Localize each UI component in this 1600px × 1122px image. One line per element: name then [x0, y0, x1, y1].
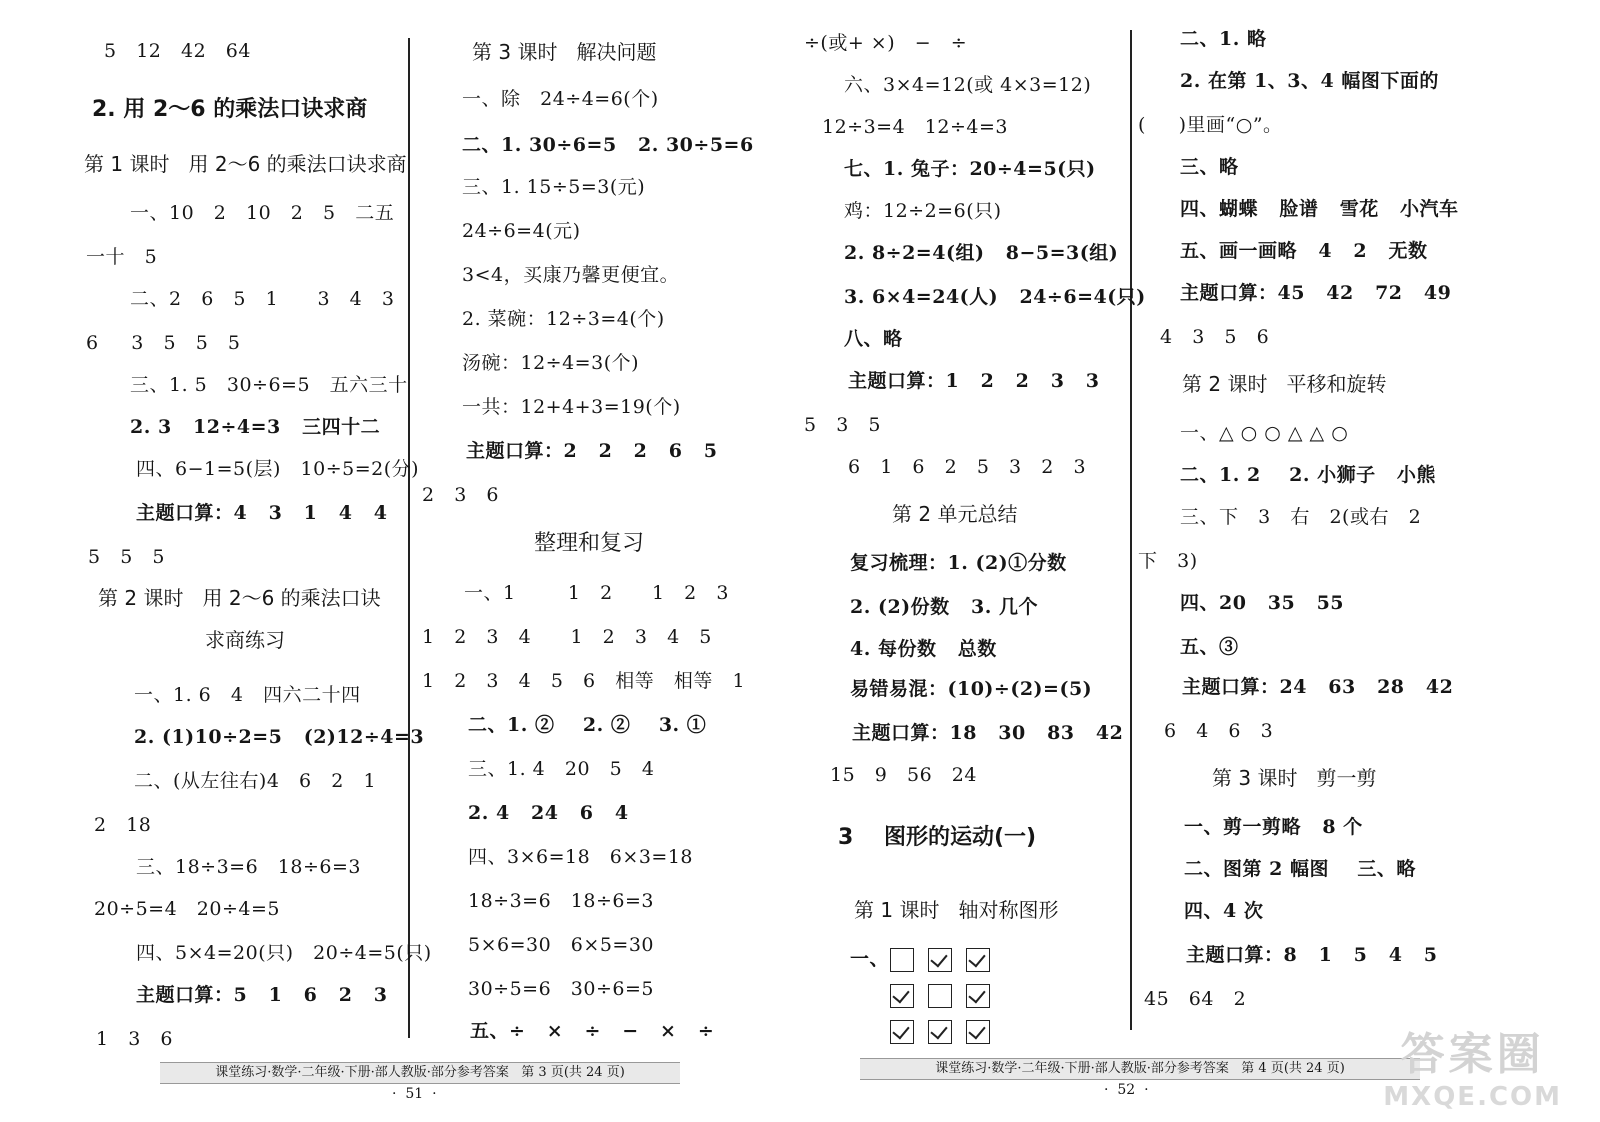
text-line: 三、1. 15÷5=3(元) [462, 176, 646, 198]
text-line: 鸡：12÷2=6(只) [844, 200, 1002, 222]
text-line: 一十 5 [86, 246, 158, 268]
text-line: 易错易混：(10)÷(2)=(5) [850, 678, 1093, 700]
lesson-title: 第 2 课时 用 2～6 的乘法口诀 [98, 586, 381, 610]
text-line: 5 3 5 [804, 414, 882, 436]
check-box-icon [966, 948, 990, 972]
lesson-title: 第 2 课时 平移和旋转 [1182, 372, 1387, 396]
check-box-icon [966, 1020, 990, 1044]
watermark-logo [1383, 1018, 1562, 1112]
text-line: ( )里画“○”。 [1138, 114, 1283, 136]
text-line: 4 3 5 6 [1160, 326, 1270, 348]
text-line: 2 3 6 [422, 484, 500, 506]
check-box-icon [966, 984, 990, 1008]
text-line: 一、1. 6 4 四六二十四 [134, 684, 361, 706]
empty-box-icon [928, 984, 952, 1008]
text-line: 2. 8÷2=4(组) 8−5=3(组) [844, 242, 1119, 264]
text-line: 12÷3=4 12÷4=3 [822, 116, 1009, 138]
text-line: 2. 4 24 6 4 [468, 802, 629, 824]
mental-math-line: 主题口算：8 1 5 4 5 [1186, 944, 1438, 966]
text-line: 1 2 3 4 1 2 3 4 5 [422, 626, 712, 648]
text-line: 二、1. 略 [1180, 28, 1267, 50]
text-line: 三、1. 5 30÷6=5 五六三十 [130, 374, 408, 396]
text-line: 3. 6×4=24(人) 24÷6=4(只) [844, 286, 1146, 308]
page-number-left: · 51 · [392, 1086, 437, 1102]
lesson-title: 第 3 课时 剪一剪 [1212, 766, 1377, 790]
text-line: 五、画一画略 4 2 无数 [1180, 240, 1428, 262]
text-line: 下 3) [1138, 550, 1198, 572]
text-line: 6 1 6 2 5 3 2 3 [848, 456, 1087, 478]
text-line: 20÷5=4 20÷4=5 [94, 898, 281, 920]
text-line: 五、③ [1180, 636, 1239, 658]
text-line: 一、除 24÷4=6(个) [462, 88, 659, 110]
mental-math-line: 主题口算：24 63 28 42 [1182, 676, 1454, 698]
text-line: 复习梳理：1. (2)①分数 [850, 552, 1067, 574]
mental-math-line: 主题口算：2 2 2 6 5 [466, 440, 718, 462]
text-line: 6 3 5 5 5 [86, 332, 241, 354]
text-line: 一、剪一剪略 8 个 [1184, 816, 1363, 838]
text-line: 八、略 [844, 328, 903, 350]
column-4 [1138, 0, 1568, 1122]
text-line: 一、1 1 2 1 2 3 [464, 582, 729, 604]
text-line: 6 4 6 3 [1164, 720, 1274, 742]
text-line: 3<4，买康乃馨更便宜。 [462, 264, 680, 286]
checkbox-row-3 [890, 1020, 990, 1044]
text-line: 五、÷ × ÷ − × ÷ [470, 1020, 715, 1042]
text-line: 一、10 2 10 2 5 二五 [130, 202, 395, 224]
lesson-title: 求商练习 [205, 628, 285, 652]
check-box-icon [928, 948, 952, 972]
text-line: 45 64 2 [1144, 988, 1247, 1010]
mental-math-line: 主题口算：1 2 2 3 3 [848, 370, 1100, 392]
text-line: 18÷3=6 18÷6=3 [468, 890, 655, 912]
text-line: 二、2 6 5 1 3 4 3 [130, 288, 395, 310]
chapter-title: 3 图形的运动(一) [838, 825, 1037, 850]
text-line: 1 3 6 [96, 1028, 174, 1050]
page-number-right: · 52 · [1104, 1082, 1149, 1098]
text-line: 四、3×6=18 6×3=18 [468, 846, 694, 868]
text-line: 2. 菜碗：12÷3=4(个) [462, 308, 665, 330]
text-line: 汤碗：12÷4=3(个) [462, 352, 640, 374]
text-line: 二、图第 2 幅图 三、略 [1184, 858, 1416, 880]
mental-math-line: 主题口算：5 1 6 2 3 [136, 984, 388, 1006]
text-line: 七、1. 兔子：20÷4=5(只) [844, 158, 1096, 180]
check-box-icon [928, 1020, 952, 1044]
text-line: 2. 在第 1、3、4 幅图下面的 [1180, 70, 1439, 92]
text-line: 一、△ ○ ○ △ △ ○ [1180, 422, 1349, 444]
lesson-title: 第 3 课时 解决问题 [472, 40, 657, 64]
text-line: 三、略 [1180, 156, 1239, 178]
text-line: 二、1. ② 2. ② 3. ① [468, 714, 707, 736]
text-line: 2. 3 12÷4=3 三四十二 [130, 416, 381, 438]
section-title: 第 2 单元总结 [892, 502, 1018, 526]
text-line: 二、(从左往右)4 6 2 1 [134, 770, 377, 792]
text-line: 三、18÷3=6 18÷6=3 [136, 856, 362, 878]
mental-math-line: 主题口算：45 42 72 49 [1180, 282, 1452, 304]
text-line: 1 2 3 4 5 6 相等 相等 1 [422, 670, 746, 692]
text-line: 四、4 次 [1184, 900, 1264, 922]
mental-math-line: 主题口算：18 30 83 42 [852, 722, 1124, 744]
column-2 [418, 0, 760, 1122]
text-line: 5 12 42 64 [104, 40, 251, 62]
section-title: 2. 用 2～6 的乘法口诀求商 [92, 97, 368, 122]
watermark-url: MXQE.COM [1383, 1082, 1562, 1112]
text-line: 5×6=30 6×5=30 [468, 934, 655, 956]
watermark-text: 答案圈 [1400, 1029, 1545, 1080]
text-line: 四、6−1=5(层) 10÷5=2(分) [136, 458, 420, 480]
text-line: 一共：12+4+3=19(个) [462, 396, 681, 418]
text-line: 三、1. 4 20 5 4 [468, 758, 655, 780]
text-line: 二、1. 2 2. 小狮子 小熊 [1180, 464, 1436, 486]
footer-bar-right: 课堂练习·数学·二年级·下册·部人教版·部分参考答案 第 4 页(共 24 页) [860, 1058, 1420, 1080]
footer-bar-left: 课堂练习·数学·二年级·下册·部人教版·部分参考答案 第 3 页(共 24 页) [160, 1062, 680, 1084]
check-box-icon [890, 1020, 914, 1044]
empty-box-icon [890, 948, 914, 972]
text-line: 三、下 3 右 2(或右 2 [1180, 506, 1422, 528]
text-line: 六、3×4=12(或 4×3=12) [844, 74, 1092, 96]
lesson-title: 第 1 课时 轴对称图形 [854, 898, 1059, 922]
text-line: 四、20 35 55 [1180, 592, 1345, 614]
text-line: 2. (1)10÷2=5 (2)12÷4=3 [134, 726, 425, 748]
check-box-icon [890, 984, 914, 1008]
text-line: 2. (2)份数 3. 几个 [850, 596, 1038, 618]
text-line: 四、5×4=20(只) 20÷4=5(只) [136, 942, 432, 964]
text-line: 5 5 5 [88, 546, 166, 568]
checkbox-row-1 [890, 948, 990, 972]
text-line: 一、 [850, 948, 890, 970]
text-line: 四、蝴蝶 脸谱 雪花 小汽车 [1180, 198, 1459, 220]
text-line: 4. 每份数 总数 [850, 638, 997, 660]
text-line: 24÷6=4(元) [462, 220, 581, 242]
text-line: 30÷5=6 30÷6=5 [468, 978, 655, 1000]
lesson-title: 第 1 课时 用 2～6 的乘法口诀求商 [84, 152, 407, 176]
text-line: ÷(或+ ×) − ÷ [804, 32, 968, 54]
checkbox-row-2 [890, 984, 990, 1008]
text-line: 2 18 [94, 814, 152, 836]
mental-math-line: 主题口算：4 3 1 4 4 [136, 502, 388, 524]
text-line: 15 9 56 24 [830, 764, 977, 786]
text-line: 二、1. 30÷6=5 2. 30÷5=6 [462, 134, 754, 156]
section-title: 整理和复习 [533, 531, 644, 556]
